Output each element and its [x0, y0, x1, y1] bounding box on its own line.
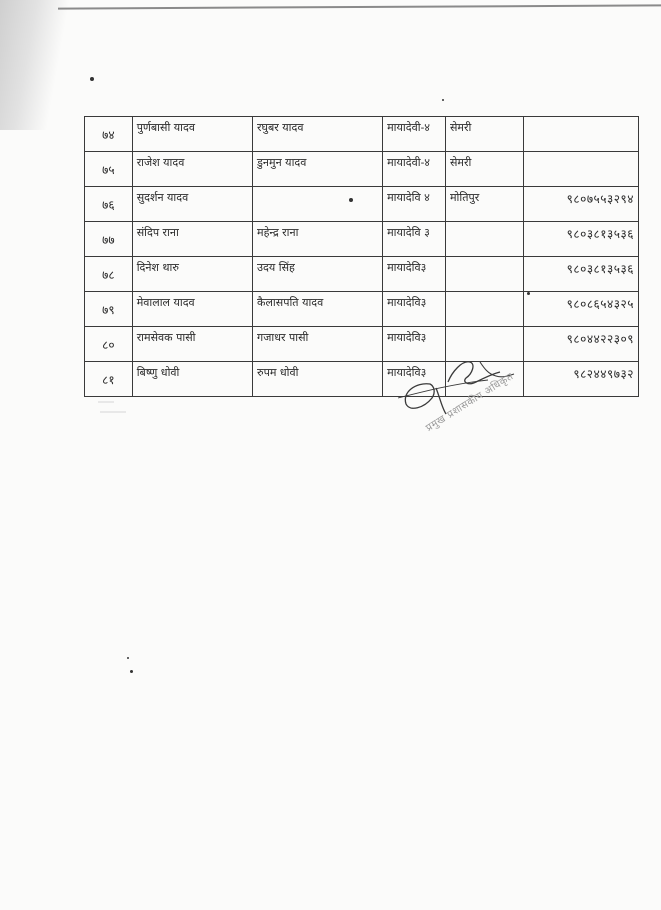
father-name: रघुबर यादव — [253, 117, 383, 152]
serial-number: ७४ — [85, 117, 133, 152]
tole: सेमरी — [445, 152, 523, 187]
person-name: संदिप राना — [132, 222, 252, 257]
speck — [127, 657, 129, 659]
father-name: डुनमुन यादव — [253, 152, 383, 187]
father-name: गजाधर पासी — [253, 327, 383, 362]
person-name: राजेश यादव — [132, 152, 252, 187]
person-name: पुर्णबासी यादव — [132, 117, 252, 152]
ward: मायादेवि३ — [383, 327, 446, 362]
ward: मायादेवि ४ — [383, 187, 446, 222]
father-name: महेन्द्र राना — [253, 222, 383, 257]
scan-edge — [58, 4, 661, 9]
ward: मायादेवी-४ — [383, 152, 446, 187]
person-name: सुदर्शन यादव — [132, 187, 252, 222]
phone-number: ९८०४४२२३०९ — [524, 327, 639, 362]
scan-shadow-corner — [0, 0, 70, 130]
speck — [442, 99, 444, 101]
table-row — [85, 292, 639, 327]
father-name: रुपम धोवी — [253, 362, 383, 397]
records-table — [84, 116, 639, 397]
phone-number — [524, 152, 639, 187]
table-row — [85, 222, 639, 257]
tole: सेमरी — [445, 117, 523, 152]
tole — [445, 222, 523, 257]
tole — [445, 292, 523, 327]
serial-number: ८० — [85, 327, 133, 362]
serial-number: ७५ — [85, 152, 133, 187]
person-name: मेवालाल यादव — [132, 292, 252, 327]
faint-smudge — [96, 396, 140, 418]
serial-number: ७७ — [85, 222, 133, 257]
ward: मायादेवि ३ — [383, 222, 446, 257]
ward: मायादेवि३ — [383, 292, 446, 327]
serial-number: ७६ — [85, 187, 133, 222]
table-row — [85, 117, 639, 152]
official-stamp-text: प्रमुख प्रशासकीय अधिकृत — [424, 371, 516, 434]
phone-number: ९८२४४९७३२ — [524, 362, 639, 397]
ward: मायादेवी-४ — [383, 117, 446, 152]
records-table-wrapper — [84, 116, 639, 397]
phone-number: ९८०७५५३२९४ — [524, 187, 639, 222]
father-name: कैलासपति यादव — [253, 292, 383, 327]
ward: मायादेवि३ — [383, 257, 446, 292]
person-name: रामसेवक पासी — [132, 327, 252, 362]
father-name — [253, 187, 383, 222]
serial-number: ७८ — [85, 257, 133, 292]
serial-number: ७९ — [85, 292, 133, 327]
table-row — [85, 327, 639, 362]
tole: मोतिपुर — [445, 187, 523, 222]
person-name: बिष्णु धोवी — [132, 362, 252, 397]
phone-number: ९८०३८१३५३६ — [524, 257, 639, 292]
phone-number: ९८०३८१३५३६ — [524, 222, 639, 257]
phone-number: ९८०८६५४३२५ — [524, 292, 639, 327]
father-name: उदय सिंह — [253, 257, 383, 292]
person-name: दिनेश थारु — [132, 257, 252, 292]
table-row — [85, 257, 639, 292]
speck — [130, 670, 133, 673]
speck — [90, 77, 94, 81]
ward: मायादेवि३ — [383, 362, 446, 397]
table-row — [85, 187, 639, 222]
table-row — [85, 362, 639, 397]
serial-number: ८१ — [85, 362, 133, 397]
tole — [445, 257, 523, 292]
table-row — [85, 152, 639, 187]
phone-number — [524, 117, 639, 152]
